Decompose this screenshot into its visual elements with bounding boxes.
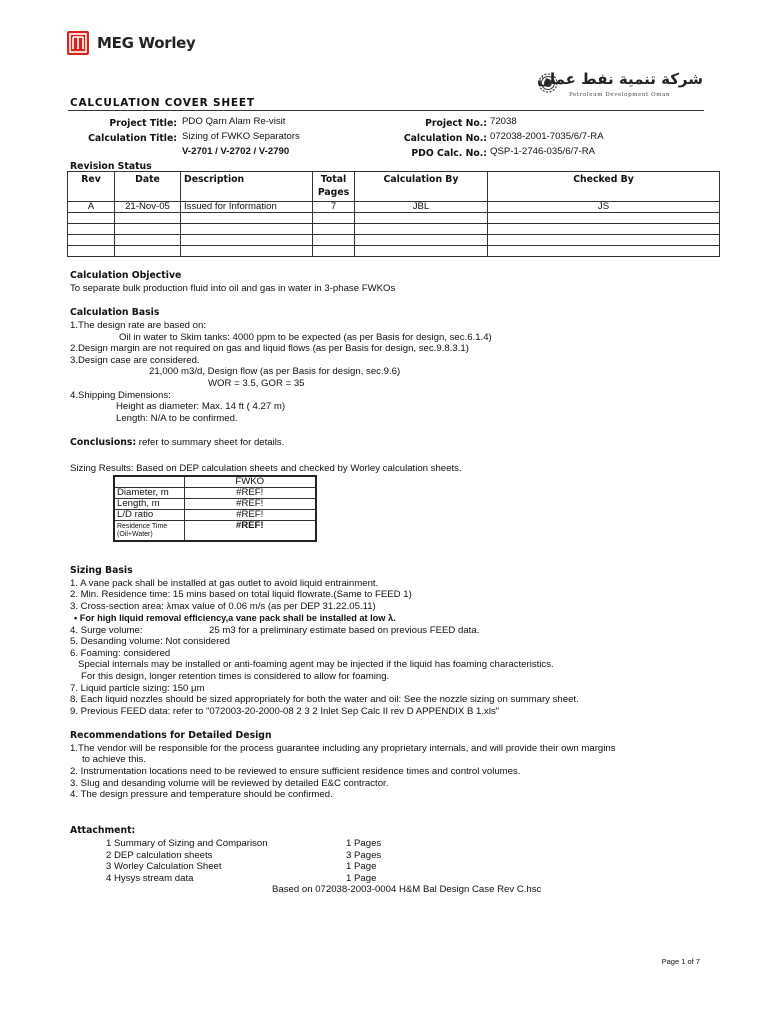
sheet-title: CALCULATION COVER SHEET <box>70 97 255 109</box>
attachment-name: 3 Worley Calculation Sheet <box>106 861 222 872</box>
table-row <box>114 476 316 488</box>
table-row <box>68 202 720 213</box>
col-rev: Rev <box>68 172 115 202</box>
basis-line: Oil in water to Skim tanks: 4000 ppm to be expected (as per Basis for design, sec.6.1.4) <box>119 332 492 343</box>
table-row <box>68 213 720 224</box>
table-row <box>68 246 720 257</box>
date-cell: 21-Nov-05 <box>115 202 181 213</box>
pdo-calc-value: QSP-1-2746-035/6/7-RA <box>490 146 596 157</box>
calc-no-value: 072038-2001-7035/6/7-RA <box>490 131 604 142</box>
result-value: #REF! <box>184 488 316 499</box>
pages-cell: 7 <box>313 202 355 213</box>
recommendation-line: 1.The vendor will be responsible for the process guarantee including any proprietary internals, and will provide their own margins <box>70 743 616 754</box>
result-label: Length, m <box>114 499 184 510</box>
basis-line: 2.Design margin are not required on gas and liquid flows (as per Basis for design, sec.9.8.3.1) <box>70 343 469 354</box>
company-logo <box>67 31 196 55</box>
revision-status-title: Revision Status <box>70 161 152 172</box>
objective-title: Calculation Objective <box>70 270 182 281</box>
table-row <box>68 235 720 246</box>
col-description: Description <box>181 172 313 202</box>
basis-title: Calculation Basis <box>70 307 160 318</box>
sizing-results-text: Sizing Results: Based on DEP calculation sheets and checked by Worley calculation sheets. <box>70 463 462 474</box>
recommendation-line: 4. The design pressure and temperature should be confirmed. <box>70 789 333 800</box>
basis-line: Length: N/A to be confirmed. <box>116 413 238 424</box>
attachment-pages: 3 Pages <box>346 850 382 861</box>
sizing-line: 25 m3 for a preliminary estimate based on previous FEED data. <box>209 625 480 636</box>
attachment-pages: 1 Pages <box>346 838 382 849</box>
sizing-basis-title: Sizing Basis <box>70 565 133 576</box>
revision-table <box>67 171 720 257</box>
based-on-text: Based on 072038-2003-0004 H&M Bal Design Case Rev C.hsc <box>272 884 542 895</box>
sizing-line: 6. Foaming: considered <box>70 648 171 659</box>
recommendation-line: 2. Instrumentation locations need to be reviewed to ensure sufficient residence times and control volumes. <box>70 766 521 777</box>
col-checked-by: Checked By <box>488 172 720 202</box>
result-label: Residence Time <box>117 522 168 530</box>
attachment-pages: 1 Page <box>346 861 377 872</box>
basis-line: WOR = 3.5, GOR = 35 <box>208 378 305 389</box>
basis-line: 3.Design case are considered. <box>70 355 200 366</box>
company-name: MEG Worley <box>97 34 196 52</box>
recommendation-line: 3. Slug and desanding volume will be reviewed by detailed E&C contractor. <box>70 778 389 789</box>
sizing-line: 8. Each liquid nozzles should be sized appropriately for both the water and oil: See the nozzle sizing on summary sheet. <box>70 694 579 705</box>
attachment-name: 2 DEP calculation sheets <box>106 850 213 861</box>
sizing-line: • For high liquid removal efficiency,a vane pack shall be installed at low λ. <box>74 613 396 623</box>
sizing-line: 3. Cross-section area: λmax value of 0.06 m/s (as per DEP 31.22.05.11) <box>70 601 376 612</box>
calc-title-label: Calculation Title: <box>88 133 177 144</box>
table-row <box>114 510 316 521</box>
attachment-name: 1 Summary of Sizing and Comparison <box>106 838 268 849</box>
client-logo <box>535 70 703 102</box>
revision-header-row <box>68 172 720 202</box>
table-row <box>68 224 720 235</box>
col-total-pages: Total Pages <box>313 172 355 202</box>
attachment-pages: 1 Page <box>346 873 377 884</box>
result-label-multiline <box>114 521 184 542</box>
title-divider <box>68 110 704 111</box>
col-calculation-by: Calculation By <box>355 172 488 202</box>
attachment-title: Attachment: <box>70 825 136 836</box>
sizing-results-table <box>113 475 317 542</box>
project-no-value: 72038 <box>490 116 517 127</box>
client-name-arabic: شركة تنمية نفط عمان <box>537 70 703 88</box>
conclusions-title: Conclusions: <box>70 437 137 448</box>
result-label: L/D ratio <box>114 510 184 521</box>
description-cell: Issued for Information <box>181 202 313 213</box>
table-row <box>114 488 316 499</box>
basis-line: Height as diameter: Max. 14 ft ( 4.27 m) <box>116 401 286 412</box>
result-value: #REF! <box>184 510 316 521</box>
table-row <box>114 521 316 542</box>
calc-no-label: Calculation No.: <box>403 133 487 144</box>
conclusions-line <box>70 437 284 448</box>
recommendation-line: to achieve this. <box>82 754 146 765</box>
recommendations-title: Recommendations for Detailed Design <box>70 730 272 741</box>
project-no-label: Project No.: <box>425 118 487 129</box>
sizing-line: 1. A vane pack shall be installed at gas outlet to avoid liquid entrainment. <box>70 578 379 589</box>
col-date: Date <box>115 172 181 202</box>
sizing-line: 9. Previous FEED data: refer to "072003-20-2000-08 2 3 2 Inlet Sep Calc II rev D APPENDIX B 1.xls" <box>70 706 500 717</box>
sizing-line: For this design, longer retention times is considered to allow for foaming. <box>81 671 390 682</box>
basis-line: 21,000 m3/d, Design flow (as per Basis for design, sec.9.6) <box>149 366 401 377</box>
page-number: Page 1 of 7 <box>661 957 700 966</box>
vessel-tags: V-2701 / V-2702 / V-2790 <box>182 146 290 157</box>
result-value: #REF! <box>184 499 316 510</box>
pdo-calc-label: PDO Calc. No.: <box>411 148 487 159</box>
project-title-label: Project Title: <box>109 118 177 129</box>
worley-logo-icon <box>67 31 89 55</box>
checked-by-cell: JS <box>488 202 720 213</box>
basis-line: 4.Shipping Dimensions: <box>70 390 171 401</box>
rev-cell: A <box>68 202 115 213</box>
sizing-line: Special internals may be installed or anti-foaming agent may be injected if the liquid has foaming characteristics. <box>78 659 554 670</box>
attachment-name: 4 Hysys stream data <box>106 873 194 884</box>
sizing-line: 4. Surge volume: <box>70 625 143 636</box>
result-label-sub: (Oil+Water) <box>117 530 153 538</box>
sizing-line: 2. Min. Residence time: 15 mins based on total liquid flowrate.(Same to FEED 1) <box>70 589 412 600</box>
results-header: FWKO <box>184 476 316 488</box>
calc-by-cell: JBL <box>355 202 488 213</box>
project-title-value: PDO Qarn Alam Re-visit <box>182 116 286 127</box>
conclusions-text: refer to summary sheet for details. <box>138 437 285 448</box>
objective-text: To separate bulk production fluid into oil and gas in water in 3-phase FWKOs <box>70 283 396 294</box>
client-name-english: Petroleum Development Oman <box>569 92 671 98</box>
sizing-line: 7. Liquid particle sizing: 150 μm <box>70 683 205 694</box>
basis-line: 1.The design rate are based on: <box>70 320 207 331</box>
result-value: #REF! <box>184 521 316 542</box>
calc-title-value: Sizing of FWKO Separators <box>182 131 300 142</box>
sizing-line: 5. Desanding volume: Not considered <box>70 636 230 647</box>
result-label: Diameter, m <box>114 488 184 499</box>
table-row <box>114 499 316 510</box>
